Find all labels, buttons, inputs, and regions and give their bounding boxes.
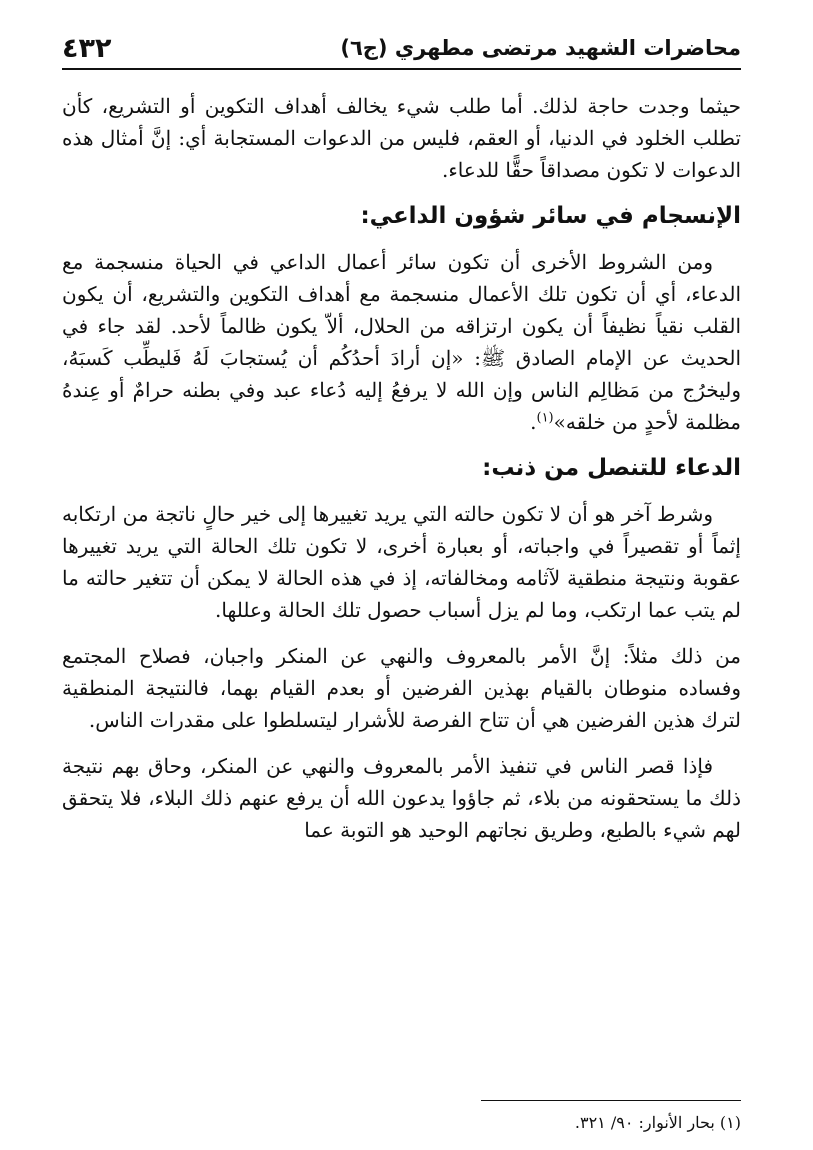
footnote-marker: (١): [536, 410, 554, 426]
page-number: ٤٣٢: [62, 32, 112, 64]
paragraph-4: من ذلك مثلاً: إنَّ الأمر بالمعروف والنهي عن المنكر واجبان، فصلاح المجتمع وفساده منوطان بالقيام بهذين الفرضين أو بعدم القيام بهما، فالنتيجة المنطقية لترك هذين الفرضين هي أن تتاح الفرصة للأشرار ليتسلطوا على مقدرات الناس.: [62, 644, 742, 732]
section-heading-harmony: الإنسجام في سائر شؤون الداعي:: [360, 203, 741, 229]
footnote: (١) بحار الأنوار: ٩٠/ ٣٢١.: [574, 1113, 741, 1132]
running-title: محاضرات الشهيد مرتضى مطهري (ج٦): [340, 36, 741, 60]
paragraph-2-text: ومن الشروط الأخرى أن تكون سائر أعمال الداعي في الحياة منسجمة مع الدعاء، أي أن تكون تلك الأعمال منسجمة مع أهداف التكوين والتشريع، أن يكون القلب نقياً نظيفاً أن يكون ارتزاقه من الحلال، ألاّ يكون ظالماً لأحد. لقد جاء في الحديث عن الإمام الصادق ﷺ: «إن أرادَ أحدُكُم أن يُستجابَ لَهُ فَليطِّب كَسبَهُ، وليخرُج من مَظالِم الناس وإن الله لا يرفعُ إليه دُعاء عبد وفي بطنه حرامٌ أو عِندهُ مظلمة لأحدٍ من خلقه»: [62, 250, 741, 434]
paragraph-5: فإذا قصر الناس في تنفيذ الأمر بالمعروف والنهي عن المنكر، وحاق بهم نتيجة ذلك ما يستحقونه من بلاء، ثم جاؤوا يدعون الله أن يرفع عنهم ذلك البلاء، فلا يتحقق لهم شيء بالطبع، وطريق نجاتهم الوحيد هو التوبة عما: [62, 754, 741, 842]
section-heading-repentance: الدعاء للتنصل من ذنب:: [482, 455, 741, 481]
footnote-divider: [481, 1100, 741, 1101]
paragraph-3: وشرط آخر هو أن لا تكون حالته التي يريد تغييرها إلى خير حالٍ ناتجة من ارتكابه إثماً أو تقصيراً في واجباته، أو بعبارة أخرى، لا تكون تلك الحالة التي يريد تغييرها عقوبة ونتيجة منطقية لآثامه ومخالفاته، إذ في هذه الحالة لا يمكن أن تتغير حالته ما لم يتب عما ارتكب، وما لم يزل أسباب حصول تلك الحالة وعللها.: [62, 502, 741, 622]
page-body: [62, 90, 741, 860]
paragraph-1: حيثما وجدت حاجة لذلك. أما طلب شيء يخالف أهداف التكوين أو التشريع، كأن تطلب الخلود في الدنيا، أو العقم، فليس من الدعوات المستجابة أي: إنَّ أمثال هذه الدعوات لا تكون مصداقاً حقًّا للدعاء.: [62, 94, 741, 182]
paragraph-2: [62, 246, 741, 438]
page-header: [62, 28, 741, 70]
paragraph-2-end: .: [530, 410, 537, 434]
